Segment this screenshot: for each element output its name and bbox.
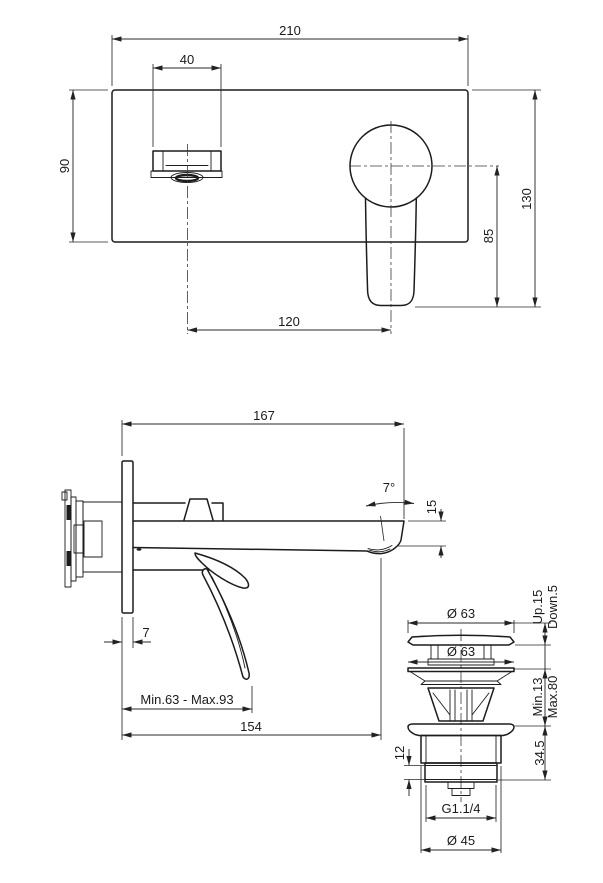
body-barrel	[83, 502, 122, 572]
spout-detail-lines	[163, 151, 211, 171]
drain-seal-disc	[408, 668, 514, 672]
rough-in-body	[62, 490, 122, 587]
dim-label-spout-width: 40	[179, 52, 195, 67]
spout-front	[151, 151, 222, 183]
dim-label-thread-diameter: Ø 45	[446, 833, 476, 848]
dim-label-total-height: 130	[519, 188, 534, 210]
wall-plate-side	[122, 461, 133, 613]
cartridge-end	[74, 525, 84, 553]
extension-lines	[69, 35, 541, 307]
dim-label-deck-max: Max.80	[545, 675, 560, 719]
body-tab	[62, 492, 67, 500]
body-flange-ring1	[65, 490, 71, 587]
cartridge-stub	[84, 521, 102, 557]
side-view-dimensions	[104, 408, 446, 740]
aerator-side-arcs	[368, 546, 392, 552]
dim-label-cap-diameter: Ø 63	[446, 606, 476, 621]
dim-label-deck-min: Min.13	[530, 677, 545, 717]
dim-label-outlet-reach: 154	[240, 719, 262, 734]
dim-label-handle-drop: 85	[481, 228, 496, 244]
set-screw-dot	[137, 548, 142, 550]
dim-label-travel-down: Down.5	[545, 584, 560, 630]
dim-label-seal-diameter: Ø 63	[446, 644, 476, 659]
dim-label-spout-angle: 7°	[382, 480, 396, 495]
spout-side-profile	[133, 521, 404, 554]
side-view	[62, 408, 446, 740]
fixing-screw-top	[67, 505, 72, 520]
dim-label-thread-size: G1.1/4	[441, 801, 481, 816]
body-flange-ring2	[71, 497, 76, 581]
dim-label-center-distance: 120	[278, 314, 300, 329]
dim-label-spout-reach: 167	[253, 408, 275, 423]
front-view	[57, 23, 541, 334]
dim-label-tip-height: 15	[424, 499, 439, 515]
dim-label-thread-height: 12	[392, 745, 407, 761]
drain-dimensions	[392, 585, 560, 853]
fixing-screw-bottom	[67, 551, 72, 566]
dim-label-plate-width: 210	[279, 23, 301, 38]
cartridge-cover-bump	[184, 499, 213, 520]
dim-label-plate-thickness: 7	[142, 625, 150, 640]
dim-line-angle	[366, 502, 414, 506]
dim-label-travel-up: Up.15	[530, 589, 545, 625]
dim-label-handle-range: Min.63 - Max.93	[140, 692, 234, 707]
dim-label-body-height: 34.5	[532, 740, 547, 766]
dim-label-plate-height: 90	[57, 158, 72, 174]
angle-reference-line	[381, 516, 385, 541]
drain-view	[392, 585, 560, 853]
aerator-ring	[176, 175, 198, 181]
body-flange-ring3	[76, 501, 83, 577]
